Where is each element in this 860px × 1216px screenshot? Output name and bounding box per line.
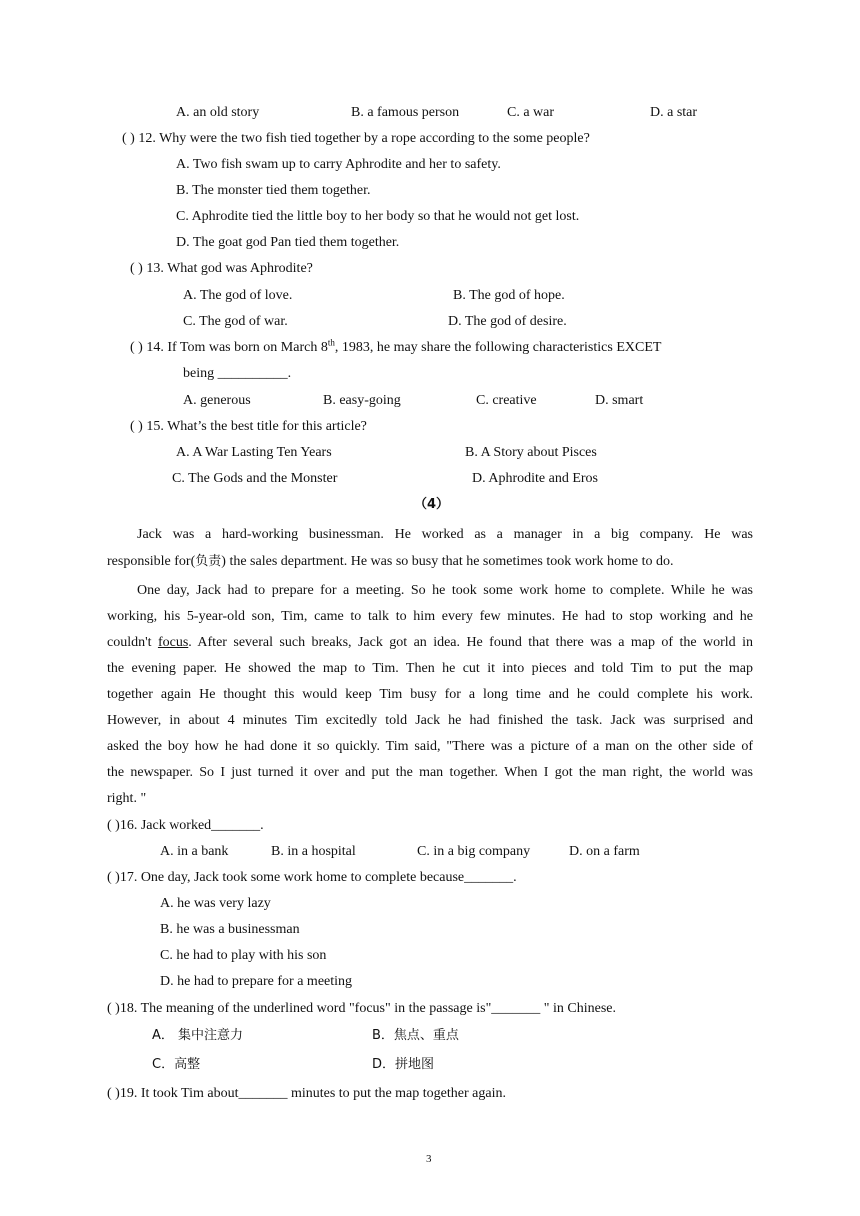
- q18-option-d: D．拼地图: [372, 1057, 435, 1072]
- q11-option-d: D. a star: [650, 105, 698, 120]
- passage-p2-line6: However, in about 4 minutes Tim excitedly told Jack he had finished the task. Jack was surprised and: [107, 713, 753, 728]
- q12-option-b: B. The monster tied them together.: [176, 183, 371, 198]
- q16-option-d: D. on a farm: [569, 844, 640, 859]
- passage-p2-line3-pre: couldn't: [107, 635, 158, 650]
- passage-p1-line2-post: ) the sales department. He was so busy that he sometimes took work home to do.: [221, 554, 674, 569]
- q14-option-c: C. creative: [476, 393, 537, 408]
- q13-option-a: A. The god of love.: [183, 288, 293, 303]
- passage-p2-line1: One day, Jack had to prepare for a meeting. So he took some work home to complete. While he was: [137, 583, 753, 598]
- q16-stem: ( )16. Jack worked_______.: [107, 818, 264, 833]
- q15-option-d: D. Aphrodite and Eros: [472, 471, 598, 486]
- q17-option-a: A. he was very lazy: [160, 896, 271, 911]
- q16-option-a: A. in a bank: [160, 844, 229, 859]
- q18-stem: ( )18. The meaning of the underlined word "focus" in the passage is"_______ " in Chinese.: [107, 1001, 616, 1016]
- q15-stem: ( ) 15. What’s the best title for this article?: [130, 419, 367, 434]
- q14-option-a: A. generous: [183, 393, 251, 408]
- passage-p1-line2-pre: responsible for(: [107, 554, 196, 569]
- passage-p2-line3: [107, 634, 753, 652]
- q14-stem-pre: ( ) 14. If Tom was born on March 8: [130, 340, 328, 355]
- q12-option-d: D. The goat god Pan tied them together.: [176, 235, 400, 250]
- q19-stem: ( )19. It took Tim about_______ minutes to put the map together again.: [107, 1086, 506, 1101]
- q15-option-a: A. A War Lasting Ten Years: [176, 445, 332, 460]
- passage-p1-line2-cn: 负责: [195, 554, 222, 569]
- q11-option-a: A. an old story: [176, 105, 260, 120]
- q13-option-b: B. The god of hope.: [453, 288, 565, 303]
- q14-stem: [130, 339, 661, 357]
- q14-stem-continued: being __________.: [183, 366, 292, 381]
- passage-p2-line4: the evening paper. He showed the map to Tim. Then he cut it into pieces and told Tim to put the map: [107, 661, 753, 676]
- q14-option-b: B. easy-going: [323, 393, 401, 408]
- q11-option-b: B. a famous person: [351, 105, 460, 120]
- q14-option-d: D. smart: [595, 393, 644, 408]
- q12-stem: ( ) 12. Why were the two fish tied together by a rope according to the some people?: [122, 131, 590, 146]
- q17-option-b: B. he was a businessman: [160, 922, 300, 937]
- section-title: （4）: [414, 497, 450, 512]
- q16-option-b: B. in a hospital: [271, 844, 356, 859]
- passage-p1-line1: Jack was a hard-working businessman. He worked as a manager in a big company. He was: [137, 527, 753, 542]
- page-number: 3: [426, 1153, 432, 1165]
- passage-p2-line2: working, his 5-year-old son, Tim, came to talk to him every few minutes. He had to stop working and he: [107, 609, 753, 624]
- q13-stem: ( ) 13. What god was Aphrodite?: [130, 261, 313, 276]
- passage-p2-line8: the newspaper. So I just turned it over and put the man together. When I got the man right, the world was: [107, 765, 753, 780]
- q14-stem-sup: th: [327, 337, 335, 348]
- passage-p1-line2: [107, 553, 673, 571]
- q17-stem: ( )17. One day, Jack took some work home to complete because_______.: [107, 870, 517, 885]
- underlined-word-focus: focus: [157, 635, 189, 650]
- q13-option-c: C. The god of war.: [183, 314, 288, 329]
- q11-option-c: C. a war: [507, 105, 555, 120]
- q17-option-d: D. he had to prepare for a meeting: [160, 974, 353, 989]
- q14-stem-post: , 1983, he may share the following characteristics EXCET: [334, 340, 662, 355]
- q18-option-a: A． 集中注意力: [152, 1028, 244, 1043]
- passage-p2-line3-post: . After several such breaks, Jack got an idea. He found that there was a map of the world in: [188, 635, 753, 650]
- q17-option-c: C. he had to play with his son: [160, 948, 327, 963]
- q16-option-c: C. in a big company: [417, 844, 531, 859]
- passage-p2-line9: right. ": [107, 791, 147, 806]
- q18-option-b: B．焦点、重点: [372, 1028, 459, 1043]
- q12-option-a: A. Two fish swam up to carry Aphrodite and her to safety.: [176, 157, 501, 172]
- q12-option-c: C. Aphrodite tied the little boy to her body so that he would not get lost.: [176, 209, 580, 224]
- q15-option-b: B. A Story about Pisces: [465, 445, 597, 460]
- passage-p2-line5: together again He thought this would keep Tim busy for a long time and he could complete his work.: [107, 687, 753, 702]
- q13-option-d: D. The god of desire.: [448, 314, 567, 329]
- q18-option-c: C．高整: [152, 1057, 201, 1072]
- q15-option-c: C. The Gods and the Monster: [172, 471, 338, 486]
- passage-p2-line7: asked the boy how he had done it so quickly. Tim said, "There was a picture of a man on the other side of: [107, 739, 753, 754]
